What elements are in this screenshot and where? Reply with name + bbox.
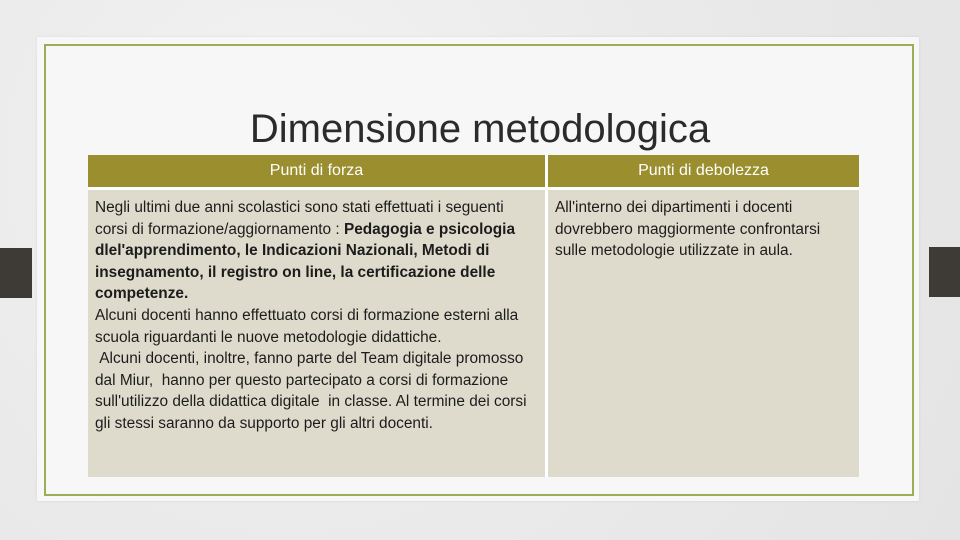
left-accent-bar: [0, 248, 32, 298]
header-strengths: Punti di forza: [88, 155, 548, 190]
slide-title: Dimensione metodologica: [249, 107, 711, 151]
weaknesses-text: All'interno dei dipartimenti i docenti dovrebbero maggiormente confrontarsi sulle metodologie utilizzate in aula.: [555, 199, 821, 260]
strengths-intro: Negli ultimi due anni scolastici sono stati effettuati i seguenti corsi di formazione/aggiornamento :: [95, 199, 504, 238]
table-header-row: [88, 155, 859, 190]
right-accent-bar: [929, 247, 960, 297]
comparison-table: [88, 155, 859, 477]
strengths-external: Alcuni docenti hanno effettuato corsi di formazione esterni alla scuola riguardanti le nuove metodologie didattiche.: [95, 306, 523, 346]
strengths-team: Alcuni docenti, inoltre, fanno parte del Team digitale promosso dal Miur, hanno per questo partecipato a corsi di formazione sull'utilizzo della didattica digitale in classe. Al termine dei corsi gli stessi saranno da supporto per gli altri docenti.: [95, 350, 531, 432]
weaknesses-cell: [548, 190, 859, 477]
strengths-courses: Pedagogia e psicologia dlel'apprendimento, le Indicazioni Nazionali, Metodi di insegnamento, il registro on line, la certificazione delle competenze.: [95, 220, 516, 303]
header-weaknesses: Punti di debolezza: [548, 155, 859, 190]
table-row: [88, 190, 859, 477]
strengths-cell: [88, 190, 548, 477]
